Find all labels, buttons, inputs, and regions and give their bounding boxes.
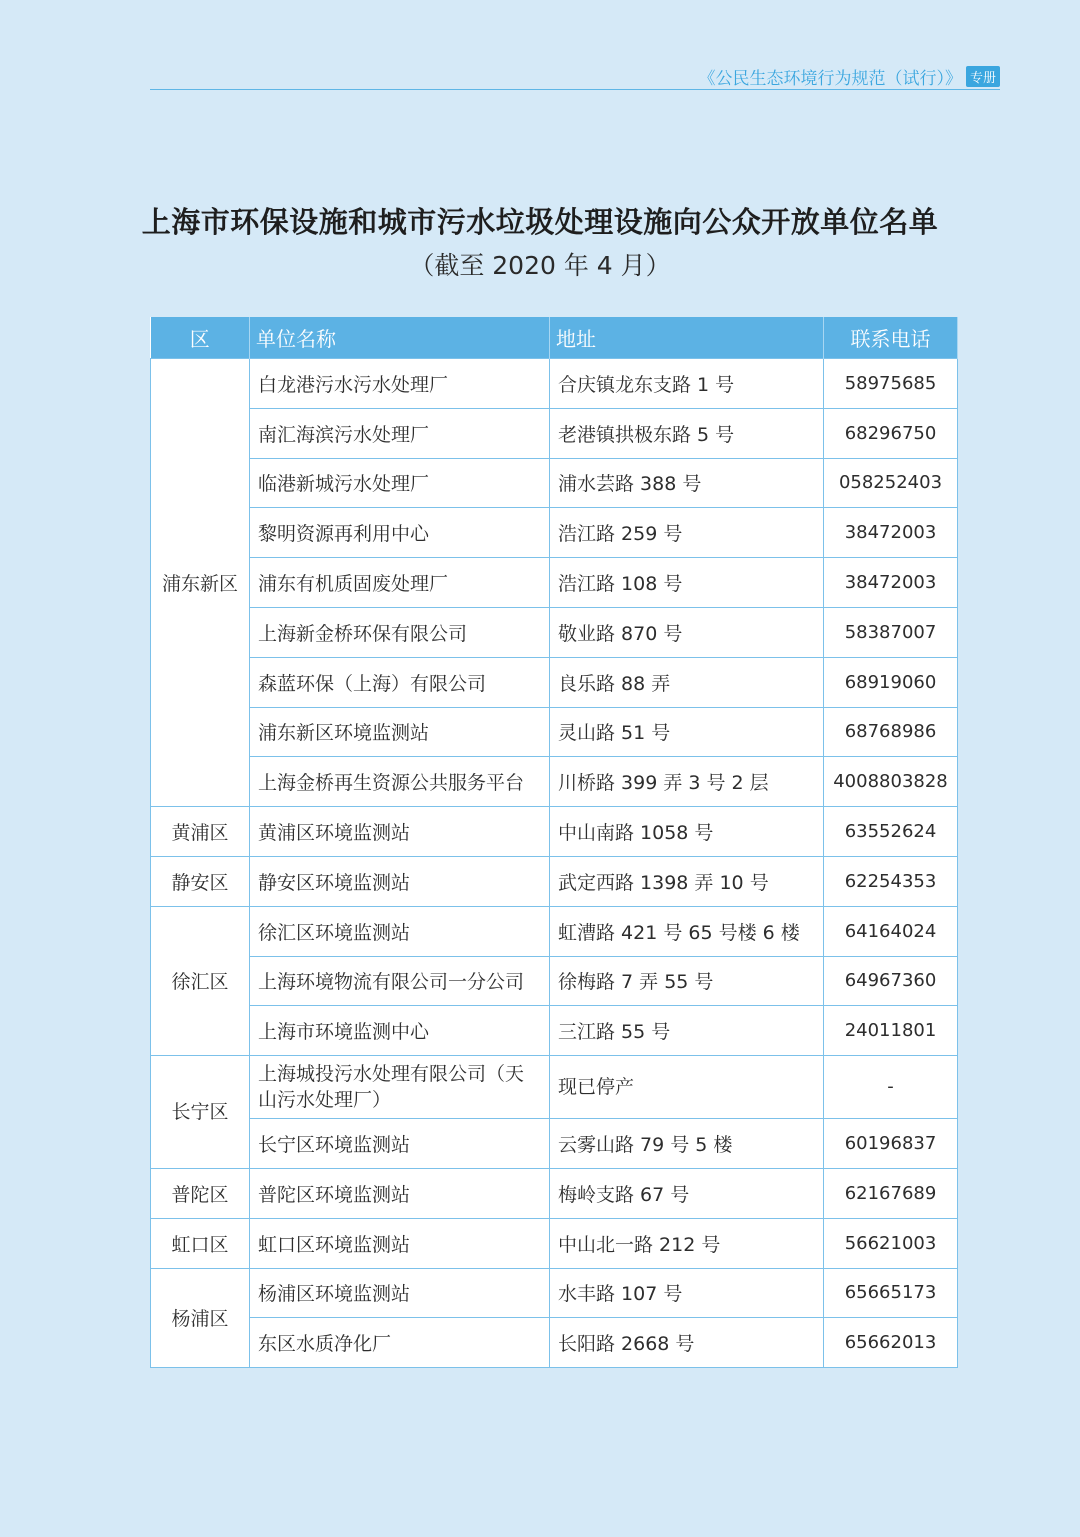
address-cell: 梅岭支路 67 号: [550, 1168, 824, 1218]
phone-cell: 62167689: [824, 1168, 958, 1218]
unit-name-cell: 浦东有机质固废处理厂: [250, 558, 550, 608]
unit-name-cell: 上海新金桥环保有限公司: [250, 607, 550, 657]
table-row: [151, 508, 958, 558]
address-cell: 浩江路 259 号: [550, 508, 824, 558]
phone-cell: 38472003: [824, 508, 958, 558]
unit-name-cell: 东区水质净化厂: [250, 1318, 550, 1368]
address-cell: 浩江路 108 号: [550, 558, 824, 608]
table-row: [151, 757, 958, 807]
address-cell: 合庆镇龙东支路 1 号: [550, 359, 824, 409]
column-header-name: 单位名称: [250, 317, 550, 359]
district-cell: 虹口区: [151, 1218, 250, 1268]
unit-name-cell: 黎明资源再利用中心: [250, 508, 550, 558]
column-header-district: 区: [151, 317, 250, 359]
district-cell: 长宁区: [151, 1056, 250, 1169]
unit-name-cell: 森蓝环保（上海）有限公司: [250, 657, 550, 707]
address-cell: 虹漕路 421 号 65 号楼 6 楼: [550, 906, 824, 956]
phone-cell: 65665173: [824, 1268, 958, 1318]
table-row: [151, 1119, 958, 1169]
district-cell: 浦东新区: [151, 359, 250, 807]
table-row: [151, 657, 958, 707]
table-row: [151, 1168, 958, 1218]
phone-cell: 62254353: [824, 856, 958, 906]
phone-cell: 58975685: [824, 359, 958, 409]
table-row: [151, 408, 958, 458]
page-subtitle: （截至 2020 年 4 月）: [409, 251, 671, 280]
district-cell: 黄浦区: [151, 807, 250, 857]
phone-cell: 4008803828: [824, 757, 958, 807]
address-cell: 良乐路 88 弄: [550, 657, 824, 707]
address-cell: 浦水芸路 388 号: [550, 458, 824, 508]
table-row: [151, 1318, 958, 1368]
phone-cell: 56621003: [824, 1218, 958, 1268]
header-title: 《公民生态环境行为规范（试行）》: [698, 69, 962, 89]
address-cell: 川桥路 399 弄 3 号 2 层: [550, 757, 824, 807]
table-row: [151, 359, 958, 409]
address-cell: 灵山路 51 号: [550, 707, 824, 757]
table-row: [151, 856, 958, 906]
table-row: [151, 707, 958, 757]
phone-cell: 64967360: [824, 956, 958, 1006]
phone-cell: 68296750: [824, 408, 958, 458]
table-row: [151, 1006, 958, 1056]
units-table: [150, 317, 958, 1368]
column-header-address: 地址: [550, 317, 824, 359]
unit-name-cell: 虹口区环境监测站: [250, 1218, 550, 1268]
page-title: 上海市环保设施和城市污水垃圾处理设施向公众开放单位名单: [141, 205, 939, 239]
table-row: [151, 558, 958, 608]
phone-cell: 64164024: [824, 906, 958, 956]
table-row: [151, 607, 958, 657]
table-body: [151, 359, 958, 1368]
unit-name-cell: 杨浦区环境监测站: [250, 1268, 550, 1318]
address-cell: 云雾山路 79 号 5 楼: [550, 1119, 824, 1169]
table-row: [151, 906, 958, 956]
unit-name-cell: 徐汇区环境监测站: [250, 906, 550, 956]
table-row: [151, 956, 958, 1006]
district-cell: 杨浦区: [151, 1268, 250, 1368]
phone-cell: 058252403: [824, 458, 958, 508]
table-row: [151, 1056, 958, 1119]
address-cell: 中山南路 1058 号: [550, 807, 824, 857]
running-header: [698, 64, 1000, 89]
table-row: [151, 1268, 958, 1318]
address-cell: 徐梅路 7 弄 55 号: [550, 956, 824, 1006]
header-divider: [150, 89, 1000, 90]
column-header-phone: 联系电话: [824, 317, 958, 359]
address-cell: 武定西路 1398 弄 10 号: [550, 856, 824, 906]
district-cell: 静安区: [151, 856, 250, 906]
address-cell: 老港镇拱极东路 5 号: [550, 408, 824, 458]
phone-cell: 63552624: [824, 807, 958, 857]
table-row: [151, 1218, 958, 1268]
header-badge: 专册: [966, 66, 1000, 87]
unit-name-cell: 南汇海滨污水处理厂: [250, 408, 550, 458]
unit-name-cell: 上海市环境监测中心: [250, 1006, 550, 1056]
unit-name-cell: 黄浦区环境监测站: [250, 807, 550, 857]
address-cell: 水丰路 107 号: [550, 1268, 824, 1318]
phone-cell: 24011801: [824, 1006, 958, 1056]
phone-cell: 68768986: [824, 707, 958, 757]
unit-name-cell: 临港新城污水处理厂: [250, 458, 550, 508]
unit-name-cell: 白龙港污水污水处理厂: [250, 359, 550, 409]
table-row: [151, 807, 958, 857]
address-cell: 中山北一路 212 号: [550, 1218, 824, 1268]
phone-cell: -: [824, 1056, 958, 1119]
unit-name-cell: 浦东新区环境监测站: [250, 707, 550, 757]
address-cell: 长阳路 2668 号: [550, 1318, 824, 1368]
unit-name-cell: 上海城投污水处理有限公司（天山污水处理厂）: [250, 1056, 550, 1119]
table-header-row: [151, 317, 958, 359]
address-cell: 三江路 55 号: [550, 1006, 824, 1056]
phone-cell: 58387007: [824, 607, 958, 657]
unit-name-cell: 静安区环境监测站: [250, 856, 550, 906]
district-cell: 徐汇区: [151, 906, 250, 1055]
unit-name-cell: 上海环境物流有限公司一分公司: [250, 956, 550, 1006]
unit-name-cell: 上海金桥再生资源公共服务平台: [250, 757, 550, 807]
phone-cell: 68919060: [824, 657, 958, 707]
address-cell: 敬业路 870 号: [550, 607, 824, 657]
unit-name-cell: 普陀区环境监测站: [250, 1168, 550, 1218]
phone-cell: 65662013: [824, 1318, 958, 1368]
unit-name-cell: 长宁区环境监测站: [250, 1119, 550, 1169]
table-row: [151, 458, 958, 508]
phone-cell: 60196837: [824, 1119, 958, 1169]
phone-cell: 38472003: [824, 558, 958, 608]
address-cell: 现已停产: [550, 1056, 824, 1119]
district-cell: 普陀区: [151, 1168, 250, 1218]
